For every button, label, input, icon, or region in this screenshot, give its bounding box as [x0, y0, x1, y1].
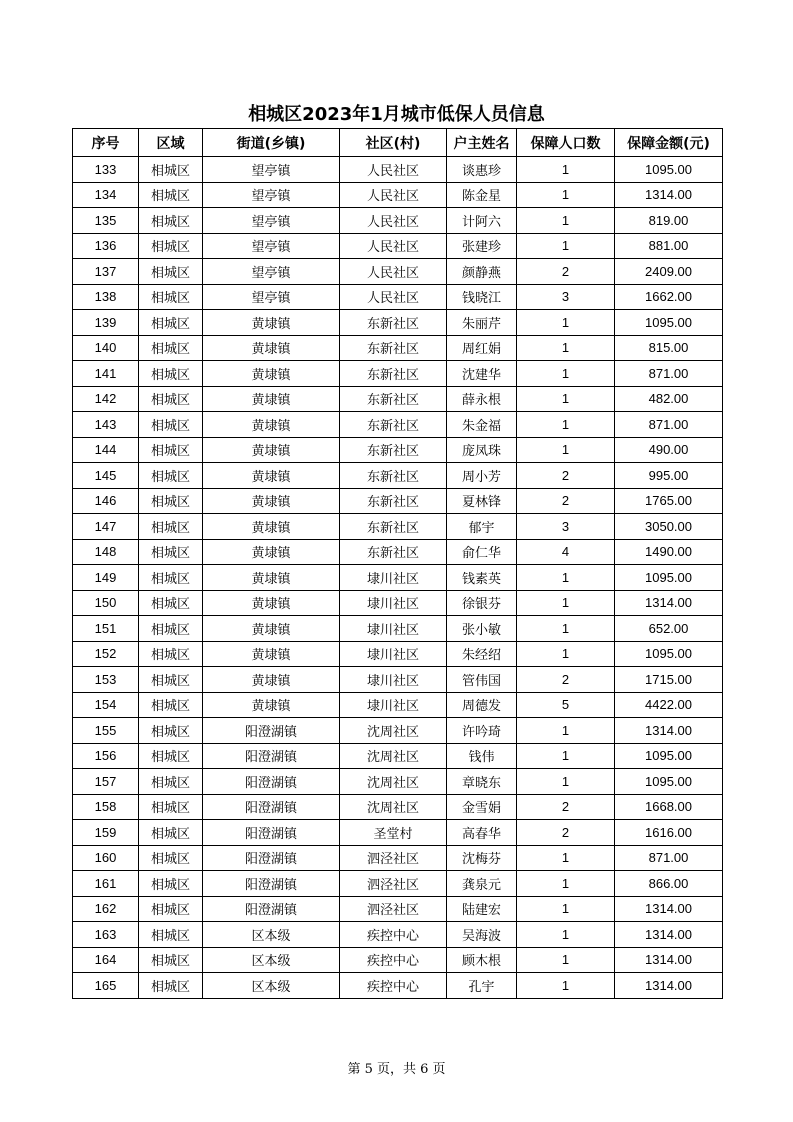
community-cell: 东新社区	[340, 539, 447, 565]
householder-cell: 周小芳	[447, 463, 517, 489]
people-cell: 1	[517, 310, 615, 336]
community-cell: 泗泾社区	[340, 896, 447, 922]
street-cell: 黄埭镇	[203, 386, 340, 412]
street-cell: 黄埭镇	[203, 514, 340, 540]
seq-cell: 153	[73, 667, 139, 693]
table-header-row	[73, 129, 723, 157]
area-cell: 相城区	[139, 514, 203, 540]
community-cell: 泗泾社区	[340, 871, 447, 897]
area-cell: 相城区	[139, 845, 203, 871]
people-cell: 2	[517, 488, 615, 514]
householder-cell: 郁宇	[447, 514, 517, 540]
people-cell: 1	[517, 361, 615, 387]
amount-cell: 4422.00	[615, 692, 723, 718]
seq-cell: 134	[73, 182, 139, 208]
seq-cell: 147	[73, 514, 139, 540]
householder-cell: 朱丽芹	[447, 310, 517, 336]
seq-cell: 145	[73, 463, 139, 489]
table-row	[73, 973, 723, 999]
area-cell: 相城区	[139, 871, 203, 897]
householder-cell: 陈金星	[447, 182, 517, 208]
table-row	[73, 233, 723, 259]
amount-cell: 1490.00	[615, 539, 723, 565]
street-cell: 阳澄湖镇	[203, 769, 340, 795]
area-cell: 相城区	[139, 590, 203, 616]
community-cell: 埭川社区	[340, 641, 447, 667]
seq-cell: 149	[73, 565, 139, 591]
area-cell: 相城区	[139, 386, 203, 412]
amount-cell: 1662.00	[615, 284, 723, 310]
seq-cell: 141	[73, 361, 139, 387]
seq-cell: 138	[73, 284, 139, 310]
page-title: 相城区2023年1月城市低保人员信息	[248, 104, 545, 125]
seq-cell: 144	[73, 437, 139, 463]
street-cell: 黄埭镇	[203, 590, 340, 616]
amount-cell: 871.00	[615, 845, 723, 871]
table-row	[73, 284, 723, 310]
table-row	[73, 463, 723, 489]
street-cell: 阳澄湖镇	[203, 718, 340, 744]
amount-cell: 1095.00	[615, 641, 723, 667]
householder-cell: 吴海波	[447, 922, 517, 948]
street-cell: 黄埭镇	[203, 463, 340, 489]
col-header-seq: 序号	[73, 129, 139, 157]
people-cell: 2	[517, 794, 615, 820]
area-cell: 相城区	[139, 769, 203, 795]
seq-cell: 148	[73, 539, 139, 565]
street-cell: 黄埭镇	[203, 641, 340, 667]
table-row	[73, 539, 723, 565]
area-cell: 相城区	[139, 947, 203, 973]
amount-cell: 1314.00	[615, 947, 723, 973]
area-cell: 相城区	[139, 361, 203, 387]
people-cell: 1	[517, 845, 615, 871]
householder-cell: 金雪娟	[447, 794, 517, 820]
community-cell: 人民社区	[340, 182, 447, 208]
householder-cell: 许吟琦	[447, 718, 517, 744]
table-row	[73, 616, 723, 642]
community-cell: 东新社区	[340, 488, 447, 514]
community-cell: 沈周社区	[340, 769, 447, 795]
area-cell: 相城区	[139, 335, 203, 361]
community-cell: 埭川社区	[340, 616, 447, 642]
table-row	[73, 335, 723, 361]
street-cell: 阳澄湖镇	[203, 794, 340, 820]
table-row	[73, 769, 723, 795]
col-header-street: 街道(乡镇)	[203, 129, 340, 157]
area-cell: 相城区	[139, 208, 203, 234]
people-cell: 2	[517, 463, 615, 489]
street-cell: 望亭镇	[203, 233, 340, 259]
table-row	[73, 871, 723, 897]
table-row	[73, 896, 723, 922]
amount-cell: 1314.00	[615, 973, 723, 999]
amount-cell: 1095.00	[615, 157, 723, 183]
community-cell: 东新社区	[340, 514, 447, 540]
table-row	[73, 794, 723, 820]
table-row	[73, 590, 723, 616]
area-cell: 相城区	[139, 794, 203, 820]
table-row	[73, 743, 723, 769]
table-row	[73, 488, 723, 514]
community-cell: 人民社区	[340, 259, 447, 285]
area-cell: 相城区	[139, 743, 203, 769]
street-cell: 区本级	[203, 973, 340, 999]
householder-cell: 庞凤珠	[447, 437, 517, 463]
seq-cell: 137	[73, 259, 139, 285]
table-row	[73, 845, 723, 871]
table-row	[73, 157, 723, 183]
amount-cell: 871.00	[615, 361, 723, 387]
community-cell: 东新社区	[340, 412, 447, 438]
people-cell: 5	[517, 692, 615, 718]
area-cell: 相城区	[139, 641, 203, 667]
seq-cell: 142	[73, 386, 139, 412]
householder-cell: 钱素英	[447, 565, 517, 591]
street-cell: 区本级	[203, 947, 340, 973]
householder-cell: 朱经绍	[447, 641, 517, 667]
people-cell: 1	[517, 233, 615, 259]
amount-cell: 1314.00	[615, 896, 723, 922]
street-cell: 黄埭镇	[203, 692, 340, 718]
community-cell: 埭川社区	[340, 565, 447, 591]
amount-cell: 3050.00	[615, 514, 723, 540]
seq-cell: 157	[73, 769, 139, 795]
seq-cell: 133	[73, 157, 139, 183]
street-cell: 阳澄湖镇	[203, 743, 340, 769]
table-row	[73, 259, 723, 285]
table-row	[73, 437, 723, 463]
people-cell: 1	[517, 896, 615, 922]
people-cell: 1	[517, 871, 615, 897]
area-cell: 相城区	[139, 922, 203, 948]
street-cell: 黄埭镇	[203, 361, 340, 387]
amount-cell: 1314.00	[615, 590, 723, 616]
amount-cell: 881.00	[615, 233, 723, 259]
householder-cell: 夏林锋	[447, 488, 517, 514]
householder-cell: 高春华	[447, 820, 517, 846]
householder-cell: 孔宇	[447, 973, 517, 999]
area-cell: 相城区	[139, 692, 203, 718]
area-cell: 相城区	[139, 896, 203, 922]
seq-cell: 156	[73, 743, 139, 769]
people-cell: 1	[517, 412, 615, 438]
col-header-community: 社区(村)	[340, 129, 447, 157]
amount-cell: 482.00	[615, 386, 723, 412]
amount-cell: 815.00	[615, 335, 723, 361]
community-cell: 疾控中心	[340, 947, 447, 973]
street-cell: 望亭镇	[203, 208, 340, 234]
area-cell: 相城区	[139, 284, 203, 310]
householder-cell: 章晓东	[447, 769, 517, 795]
table-body	[73, 157, 723, 999]
street-cell: 黄埭镇	[203, 539, 340, 565]
seq-cell: 158	[73, 794, 139, 820]
street-cell: 望亭镇	[203, 284, 340, 310]
amount-cell: 1765.00	[615, 488, 723, 514]
community-cell: 人民社区	[340, 157, 447, 183]
street-cell: 黄埭镇	[203, 310, 340, 336]
table-row	[73, 667, 723, 693]
people-cell: 1	[517, 718, 615, 744]
area-cell: 相城区	[139, 259, 203, 285]
area-cell: 相城区	[139, 565, 203, 591]
householder-cell: 钱伟	[447, 743, 517, 769]
street-cell: 黄埭镇	[203, 667, 340, 693]
amount-cell: 1095.00	[615, 769, 723, 795]
householder-cell: 朱金福	[447, 412, 517, 438]
area-cell: 相城区	[139, 616, 203, 642]
col-header-people: 保障人口数	[517, 129, 615, 157]
people-cell: 4	[517, 539, 615, 565]
householder-cell: 周红娟	[447, 335, 517, 361]
col-header-area: 区域	[139, 129, 203, 157]
community-cell: 沈周社区	[340, 794, 447, 820]
householder-cell: 管伟国	[447, 667, 517, 693]
householder-cell: 计阿六	[447, 208, 517, 234]
seq-cell: 155	[73, 718, 139, 744]
people-cell: 1	[517, 947, 615, 973]
page-footer: 第 5 页，共 6 页	[347, 1062, 446, 1077]
seq-cell: 154	[73, 692, 139, 718]
seq-cell: 140	[73, 335, 139, 361]
householder-cell: 顾木根	[447, 947, 517, 973]
people-cell: 1	[517, 973, 615, 999]
amount-cell: 1668.00	[615, 794, 723, 820]
area-cell: 相城区	[139, 488, 203, 514]
seq-cell: 135	[73, 208, 139, 234]
community-cell: 埭川社区	[340, 590, 447, 616]
people-cell: 1	[517, 922, 615, 948]
table-row	[73, 565, 723, 591]
street-cell: 望亭镇	[203, 259, 340, 285]
householder-cell: 颜静燕	[447, 259, 517, 285]
street-cell: 黄埭镇	[203, 437, 340, 463]
table-row	[73, 947, 723, 973]
table-row	[73, 412, 723, 438]
people-cell: 2	[517, 820, 615, 846]
community-cell: 沈周社区	[340, 718, 447, 744]
householder-cell: 谈惠珍	[447, 157, 517, 183]
community-cell: 东新社区	[340, 437, 447, 463]
data-table	[72, 128, 723, 999]
table-row	[73, 641, 723, 667]
seq-cell: 139	[73, 310, 139, 336]
area-cell: 相城区	[139, 412, 203, 438]
seq-cell: 163	[73, 922, 139, 948]
table-row	[73, 310, 723, 336]
area-cell: 相城区	[139, 157, 203, 183]
table-row	[73, 692, 723, 718]
street-cell: 区本级	[203, 922, 340, 948]
people-cell: 1	[517, 157, 615, 183]
community-cell: 泗泾社区	[340, 845, 447, 871]
street-cell: 黄埭镇	[203, 335, 340, 361]
people-cell: 2	[517, 667, 615, 693]
community-cell: 埭川社区	[340, 667, 447, 693]
people-cell: 1	[517, 335, 615, 361]
street-cell: 黄埭镇	[203, 412, 340, 438]
table-row	[73, 514, 723, 540]
people-cell: 1	[517, 208, 615, 234]
table-row	[73, 718, 723, 744]
amount-cell: 2409.00	[615, 259, 723, 285]
community-cell: 人民社区	[340, 233, 447, 259]
seq-cell: 150	[73, 590, 139, 616]
amount-cell: 1314.00	[615, 182, 723, 208]
seq-cell: 161	[73, 871, 139, 897]
community-cell: 疾控中心	[340, 922, 447, 948]
amount-cell: 1314.00	[615, 922, 723, 948]
people-cell: 2	[517, 259, 615, 285]
people-cell: 1	[517, 565, 615, 591]
amount-cell: 995.00	[615, 463, 723, 489]
people-cell: 1	[517, 386, 615, 412]
seq-cell: 160	[73, 845, 139, 871]
amount-cell: 1314.00	[615, 718, 723, 744]
community-cell: 人民社区	[340, 284, 447, 310]
amount-cell: 819.00	[615, 208, 723, 234]
community-cell: 东新社区	[340, 463, 447, 489]
amount-cell: 1616.00	[615, 820, 723, 846]
seq-cell: 146	[73, 488, 139, 514]
area-cell: 相城区	[139, 310, 203, 336]
householder-cell: 薛永根	[447, 386, 517, 412]
community-cell: 东新社区	[340, 361, 447, 387]
amount-cell: 871.00	[615, 412, 723, 438]
amount-cell: 652.00	[615, 616, 723, 642]
people-cell: 1	[517, 437, 615, 463]
householder-cell: 沈建华	[447, 361, 517, 387]
table-row	[73, 922, 723, 948]
community-cell: 人民社区	[340, 208, 447, 234]
street-cell: 黄埭镇	[203, 616, 340, 642]
community-cell: 埭川社区	[340, 692, 447, 718]
seq-cell: 151	[73, 616, 139, 642]
area-cell: 相城区	[139, 437, 203, 463]
people-cell: 1	[517, 182, 615, 208]
householder-cell: 张建珍	[447, 233, 517, 259]
community-cell: 圣堂村	[340, 820, 447, 846]
people-cell: 1	[517, 743, 615, 769]
people-cell: 1	[517, 616, 615, 642]
table-row	[73, 182, 723, 208]
community-cell: 沈周社区	[340, 743, 447, 769]
table-row	[73, 208, 723, 234]
area-cell: 相城区	[139, 539, 203, 565]
area-cell: 相城区	[139, 973, 203, 999]
householder-cell: 张小敏	[447, 616, 517, 642]
people-cell: 1	[517, 641, 615, 667]
people-cell: 3	[517, 284, 615, 310]
street-cell: 望亭镇	[203, 182, 340, 208]
amount-cell: 1095.00	[615, 310, 723, 336]
seq-cell: 136	[73, 233, 139, 259]
amount-cell: 490.00	[615, 437, 723, 463]
householder-cell: 钱晓江	[447, 284, 517, 310]
area-cell: 相城区	[139, 667, 203, 693]
col-header-householder: 户主姓名	[447, 129, 517, 157]
street-cell: 望亭镇	[203, 157, 340, 183]
householder-cell: 徐银芬	[447, 590, 517, 616]
area-cell: 相城区	[139, 718, 203, 744]
street-cell: 阳澄湖镇	[203, 896, 340, 922]
amount-cell: 1095.00	[615, 743, 723, 769]
householder-cell: 周德发	[447, 692, 517, 718]
street-cell: 黄埭镇	[203, 488, 340, 514]
community-cell: 东新社区	[340, 335, 447, 361]
table-row	[73, 386, 723, 412]
amount-cell: 866.00	[615, 871, 723, 897]
area-cell: 相城区	[139, 182, 203, 208]
area-cell: 相城区	[139, 233, 203, 259]
people-cell: 1	[517, 769, 615, 795]
people-cell: 3	[517, 514, 615, 540]
area-cell: 相城区	[139, 463, 203, 489]
householder-cell: 沈梅芬	[447, 845, 517, 871]
seq-cell: 152	[73, 641, 139, 667]
community-cell: 东新社区	[340, 386, 447, 412]
householder-cell: 俞仁华	[447, 539, 517, 565]
people-cell: 1	[517, 590, 615, 616]
seq-cell: 164	[73, 947, 139, 973]
householder-cell: 龚泉元	[447, 871, 517, 897]
seq-cell: 165	[73, 973, 139, 999]
street-cell: 阳澄湖镇	[203, 845, 340, 871]
area-cell: 相城区	[139, 820, 203, 846]
table-row	[73, 361, 723, 387]
street-cell: 阳澄湖镇	[203, 820, 340, 846]
table-row	[73, 820, 723, 846]
seq-cell: 143	[73, 412, 139, 438]
street-cell: 阳澄湖镇	[203, 871, 340, 897]
col-header-amount: 保障金额(元)	[615, 129, 723, 157]
amount-cell: 1715.00	[615, 667, 723, 693]
street-cell: 黄埭镇	[203, 565, 340, 591]
community-cell: 疾控中心	[340, 973, 447, 999]
householder-cell: 陆建宏	[447, 896, 517, 922]
amount-cell: 1095.00	[615, 565, 723, 591]
community-cell: 东新社区	[340, 310, 447, 336]
seq-cell: 162	[73, 896, 139, 922]
seq-cell: 159	[73, 820, 139, 846]
